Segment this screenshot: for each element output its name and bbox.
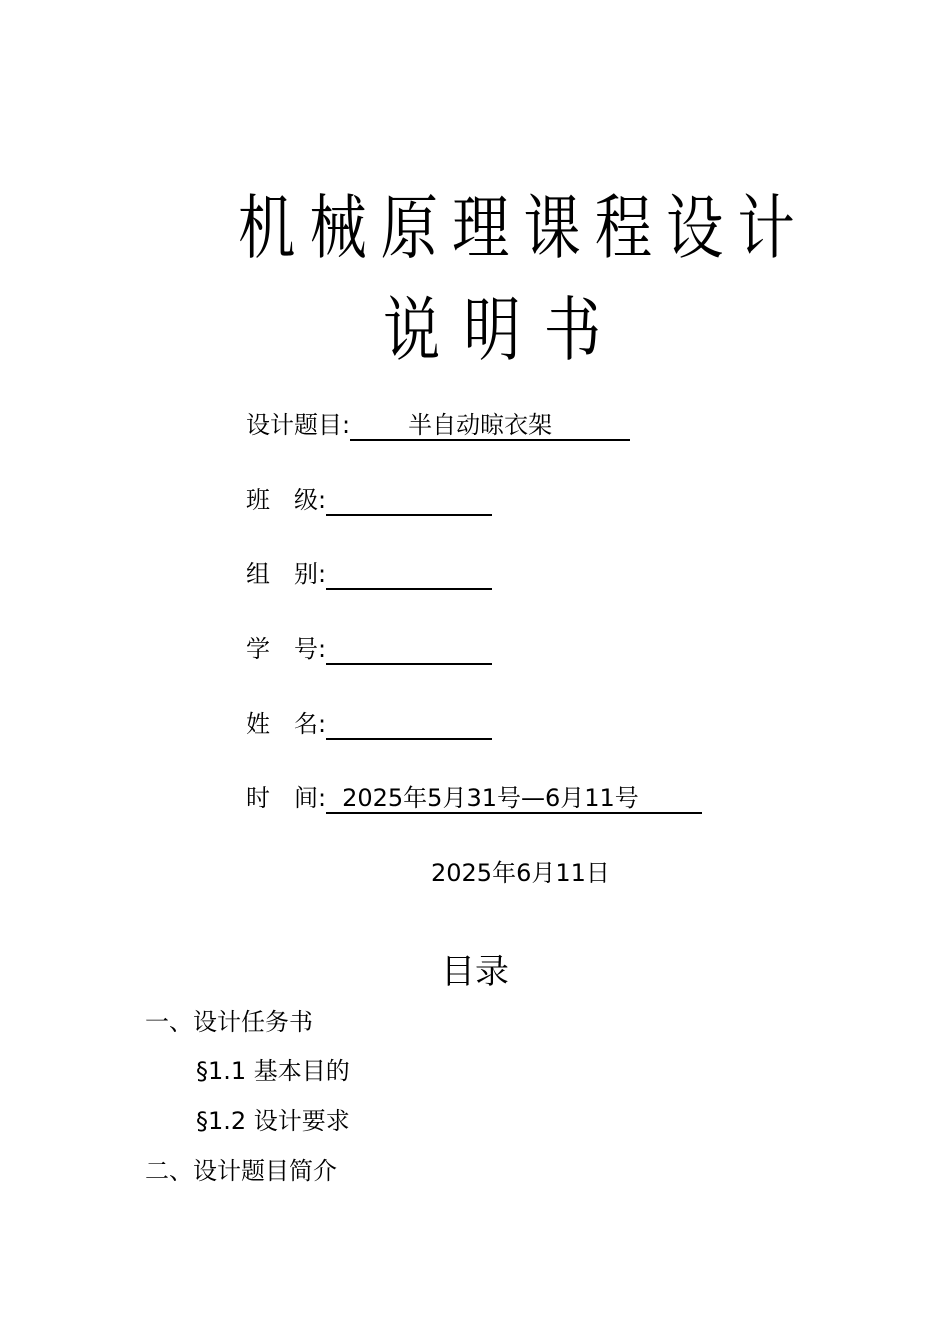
- field-topic-value: [350, 409, 630, 441]
- field-student-id-colon: :: [318, 635, 327, 663]
- field-class-label-b: 级: [294, 486, 318, 514]
- field-class-colon: :: [318, 486, 327, 514]
- field-group-label-b: 别: [294, 560, 318, 588]
- field-time: [246, 782, 702, 814]
- toc-title: 目录: [441, 952, 509, 992]
- toc-item-design-task[interactable]: 一、设计任务书: [145, 1008, 313, 1036]
- field-time-value-text: 2025年5月31号—6月11号: [342, 784, 639, 812]
- document-title-line-2: 说明书: [383, 289, 625, 371]
- field-class-label-a: 班: [246, 486, 270, 514]
- field-group-blank[interactable]: [326, 558, 492, 590]
- field-topic-value-text: 半自动晾衣架: [408, 411, 553, 439]
- field-class-blank[interactable]: [326, 484, 492, 516]
- document-date: 2025年6月11日: [431, 859, 610, 887]
- document-title-line-1: 机械原理课程设计: [238, 187, 809, 269]
- field-name-blank[interactable]: [326, 708, 492, 740]
- field-name-label-b: 名: [294, 710, 318, 738]
- field-class: [246, 484, 492, 516]
- field-student-id-label-b: 号: [294, 635, 318, 663]
- toc-item-basic-purpose[interactable]: §1.1 基本目的: [196, 1057, 350, 1085]
- field-name: [246, 708, 492, 740]
- field-name-colon: :: [318, 710, 327, 738]
- field-time-value: [326, 782, 702, 814]
- field-group-colon: :: [318, 560, 327, 588]
- field-time-label-a: 时: [246, 784, 270, 812]
- toc-item-topic-introduction[interactable]: 二、设计题目简介: [145, 1157, 337, 1185]
- field-time-colon: :: [318, 784, 327, 812]
- field-topic-label: 设计题目: [246, 411, 342, 439]
- field-group-label-a: 组: [246, 560, 270, 588]
- field-group: [246, 558, 492, 590]
- field-topic: [246, 409, 630, 441]
- field-student-id-label-a: 学: [246, 635, 270, 663]
- field-student-id-blank[interactable]: [326, 633, 492, 665]
- field-student-id: [246, 633, 492, 665]
- toc-item-design-requirements[interactable]: §1.2 设计要求: [196, 1107, 350, 1135]
- field-name-label-a: 姓: [246, 710, 270, 738]
- field-time-label-b: 间: [294, 784, 318, 812]
- field-topic-colon: :: [342, 411, 351, 439]
